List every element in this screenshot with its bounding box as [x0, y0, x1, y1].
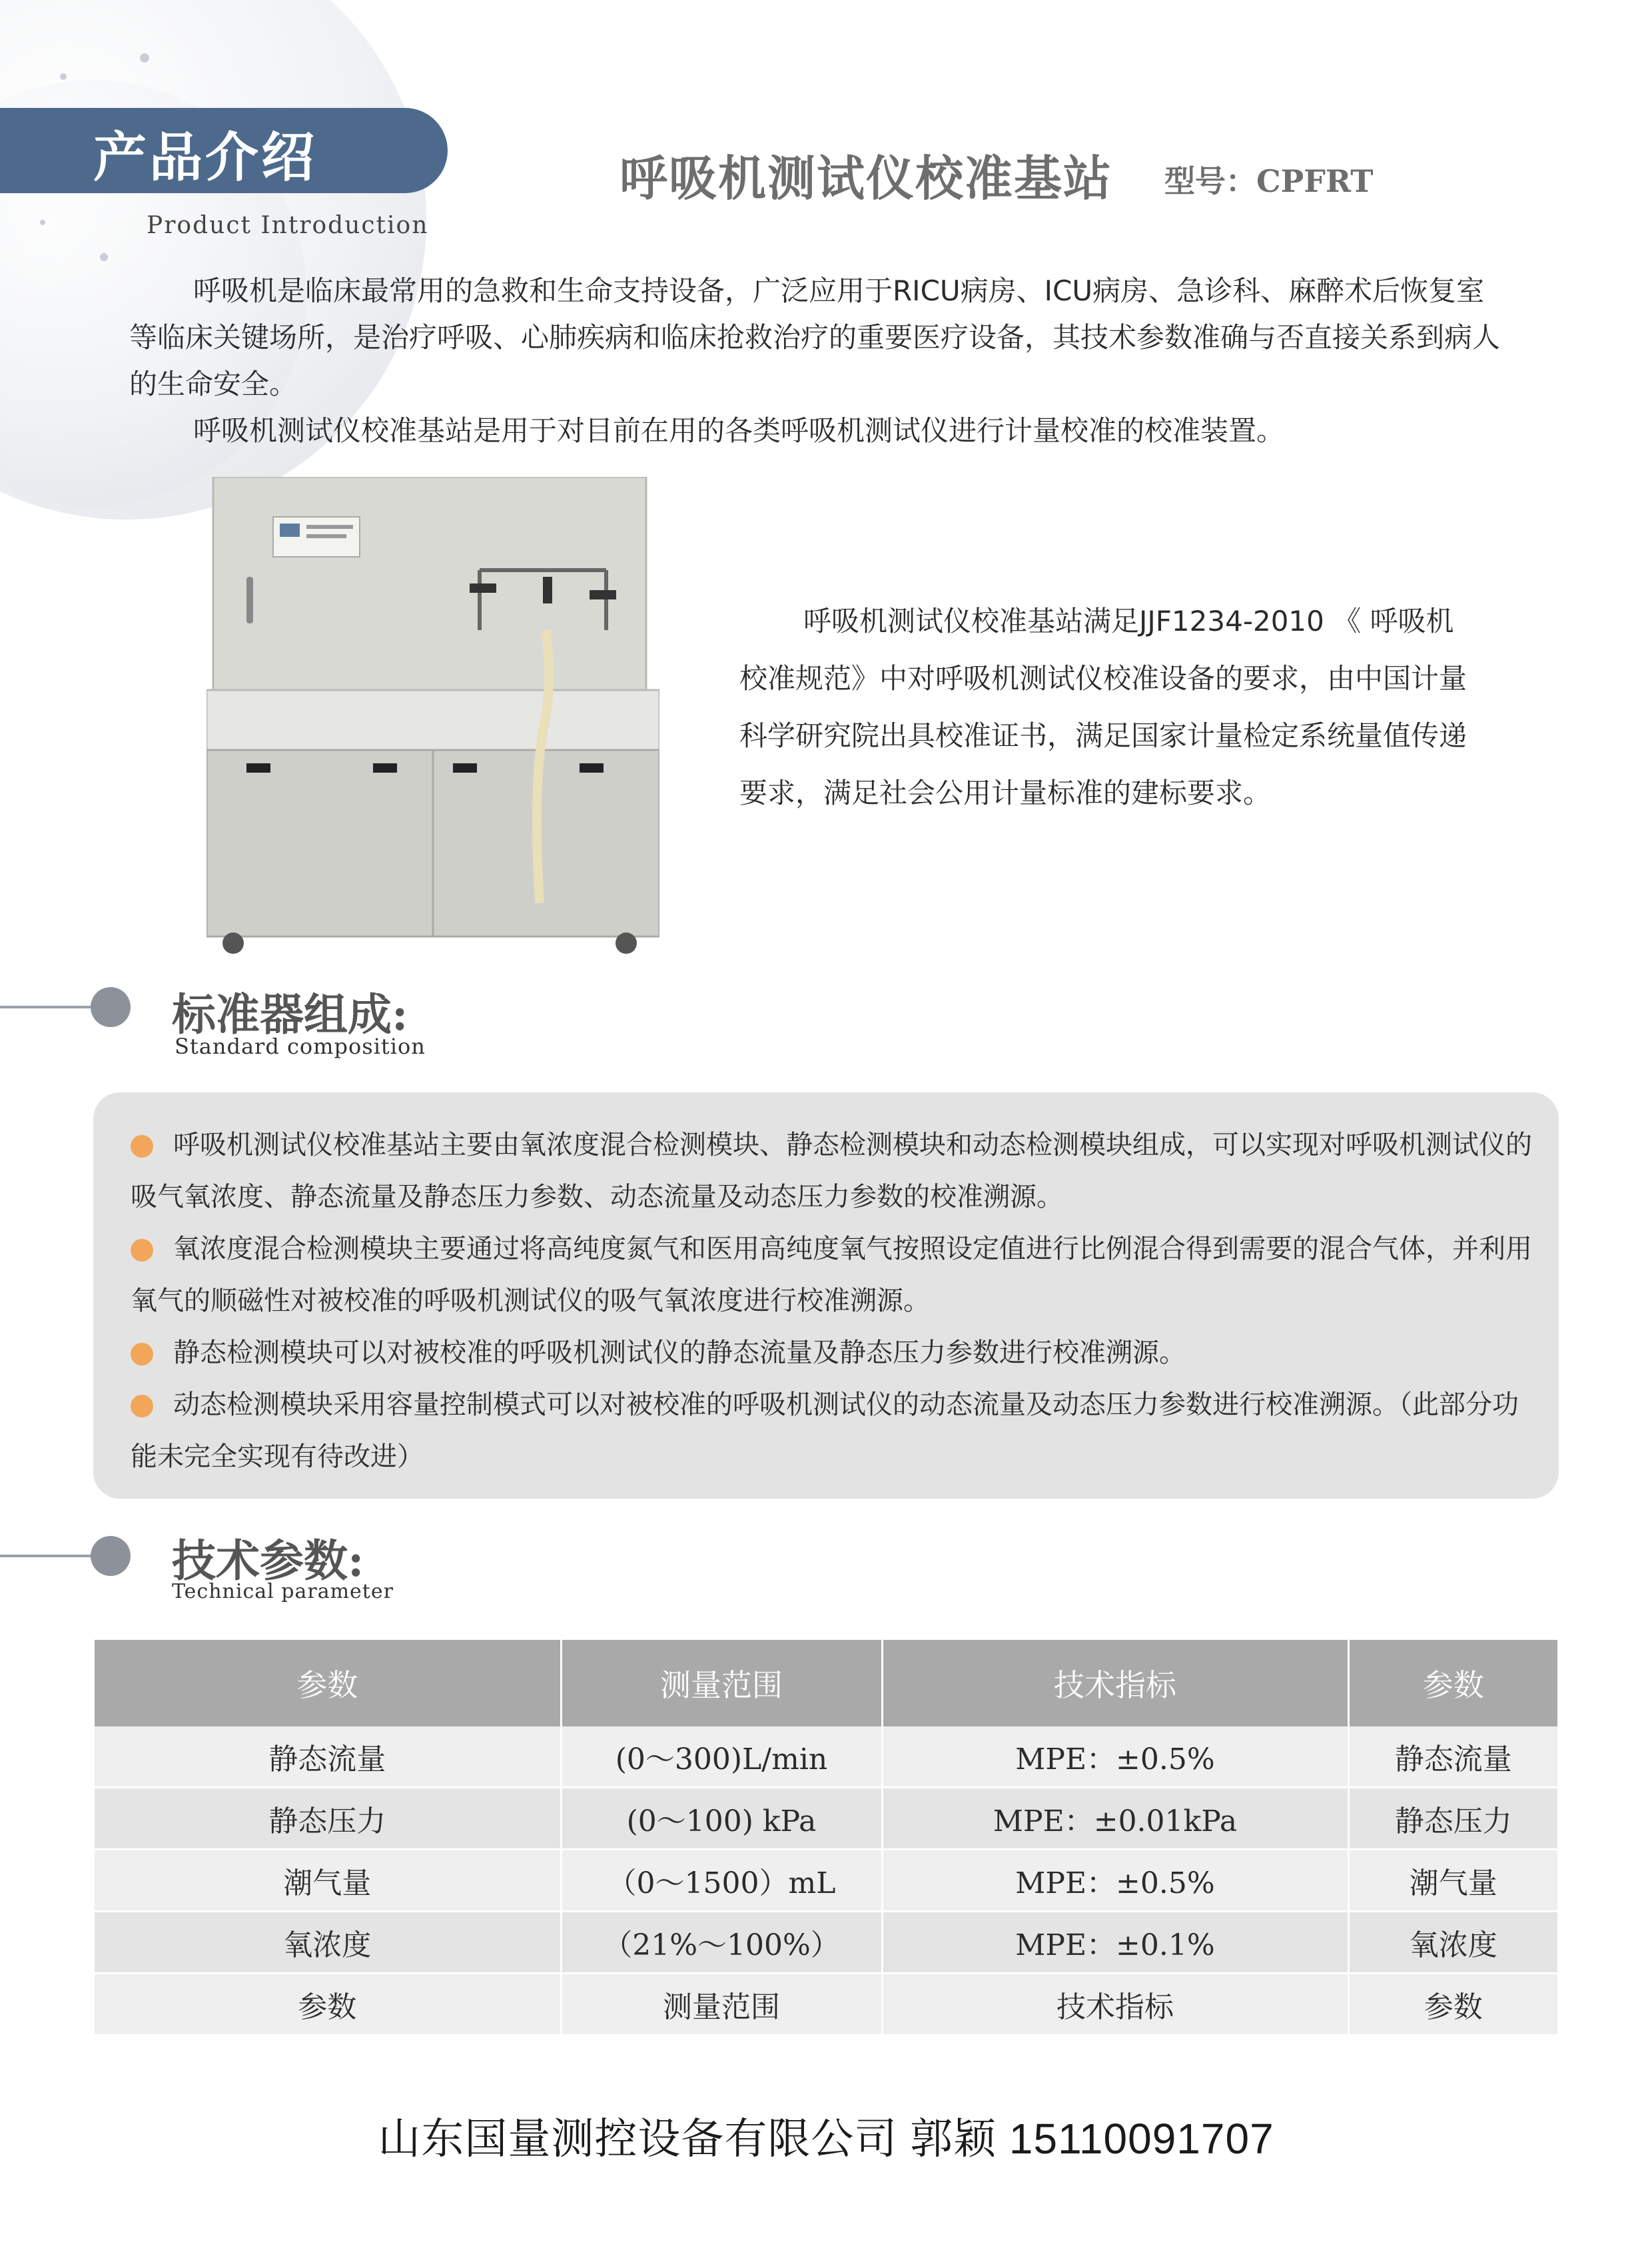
table-header-cell: 技术指标	[882, 1640, 1348, 1726]
bullet-icon	[131, 1135, 153, 1158]
bullet-icon	[131, 1343, 153, 1365]
table-cell: 氧浓度	[95, 1912, 561, 1974]
product-model: 型号：CPFRT	[1164, 163, 1374, 199]
list-item: 静态检测模块可以对被校准的呼吸机测试仪的静态流量及静态压力参数进行校准溯源。	[131, 1327, 1543, 1379]
table-row	[95, 1726, 1557, 1788]
section-marker	[91, 987, 131, 1027]
table-header-cell: 测量范围	[561, 1640, 882, 1726]
table-cell: 静态流量	[1348, 1726, 1557, 1788]
section-subtitle: Product Introduction	[147, 212, 429, 239]
table-header-cell: 参数	[1348, 1640, 1557, 1726]
table-cell: 技术指标	[882, 1974, 1348, 2036]
table-cell: 参数	[95, 1974, 561, 2036]
table-row	[95, 1850, 1557, 1912]
product-name: 呼吸机测试仪校准基站	[620, 150, 1113, 206]
table-cell: （21%～100%）	[561, 1912, 882, 1974]
composition-subtitle: Standard composition	[175, 1034, 426, 1059]
decorative-dot	[100, 253, 108, 261]
technical-title: 技术参数:	[172, 1535, 364, 1587]
table-cell: （0～1500）mL	[561, 1850, 882, 1912]
table-cell: (0～100) kPa	[561, 1788, 882, 1850]
section-divider	[0, 1555, 100, 1557]
table-cell: MPE：±0.01kPa	[882, 1788, 1348, 1850]
table-cell: MPE：±0.1%	[882, 1912, 1348, 1974]
table-row	[95, 1912, 1557, 1974]
table-cell: MPE：±0.5%	[882, 1726, 1348, 1788]
table-row	[95, 1974, 1557, 2036]
company-contact: 山东国量测控设备有限公司 郭颖 15110091707	[378, 2115, 1274, 2163]
table-cell: MPE：±0.5%	[882, 1850, 1348, 1912]
intro-paragraph: 呼吸机是临床最常用的急救和生命支持设备，广泛应用于RICU病房、ICU病房、急诊科、麻醉术后恢复室等临床关键场所，是治疗呼吸、心肺疾病和临床抢救治疗的重要医疗设备，其技术参数准确与否直接关系到病人的生命安全。	[129, 274, 1501, 400]
list-item: 氧浓度混合检测模块主要通过将高纯度氮气和医用高纯度氧气按照设定值进行比例混合得到需要的混合气体，并利用氧气的顺磁性对被校准的呼吸机测试仪的吸气氧浓度进行校准溯源。	[131, 1234, 1532, 1316]
section-divider	[0, 1006, 100, 1008]
calibration-station-image	[206, 477, 659, 956]
composition-title: 标准器组成:	[172, 988, 408, 1040]
list-item: 呼吸机测试仪校准基站主要由氧浓度混合检测模块、静态检测模块和动态检测模块组成，可以实现对呼吸机测试仪的吸气氧浓度、静态流量及静态压力参数、动态流量及动态压力参数的校准溯源。	[131, 1130, 1532, 1212]
technical-subtitle: Technical parameter	[172, 1580, 394, 1603]
table-cell: 静态流量	[95, 1726, 561, 1788]
table-cell: (0～300)L/min	[561, 1726, 882, 1788]
bullet-icon	[131, 1239, 153, 1262]
intro-paragraph: 呼吸机测试仪校准基站是用于对目前在用的各类呼吸机测试仪进行计量校准的校准装置。	[193, 414, 1285, 447]
table-row	[95, 1788, 1557, 1850]
technical-table	[95, 1640, 1557, 2036]
table-header-cell: 参数	[95, 1640, 561, 1726]
table-cell: 参数	[1348, 1974, 1557, 2036]
table-cell: 潮气量	[1348, 1850, 1557, 1912]
table-cell: 潮气量	[95, 1850, 561, 1912]
table-cell: 静态压力	[95, 1788, 561, 1850]
certification-text: 呼吸机测试仪校准基站满足JJF1234-2010 《 呼吸机校准规范》中对呼吸机测试仪校准设备的要求，由中国计量科学研究院出具校准证书，满足国家计量检定系统量值传递要求，满足社会公用计量标准的建标要求。	[739, 605, 1467, 809]
decorative-dot	[60, 73, 67, 80]
composition-list	[131, 1119, 1543, 1483]
decorative-dot	[140, 53, 149, 63]
table-cell: 测量范围	[561, 1974, 882, 2036]
table-cell: 静态压力	[1348, 1788, 1557, 1850]
decorative-dot	[40, 220, 45, 225]
table-cell: 氧浓度	[1348, 1912, 1557, 1974]
list-item: 动态检测模块采用容量控制模式可以对被校准的呼吸机测试仪的动态流量及动态压力参数进行校准溯源。（此部分功能未完全实现有待改进）	[131, 1389, 1519, 1472]
bullet-icon	[131, 1395, 153, 1417]
section-title: 产品介绍	[93, 126, 317, 188]
section-marker	[91, 1536, 131, 1576]
table-header-row	[95, 1640, 1557, 1726]
